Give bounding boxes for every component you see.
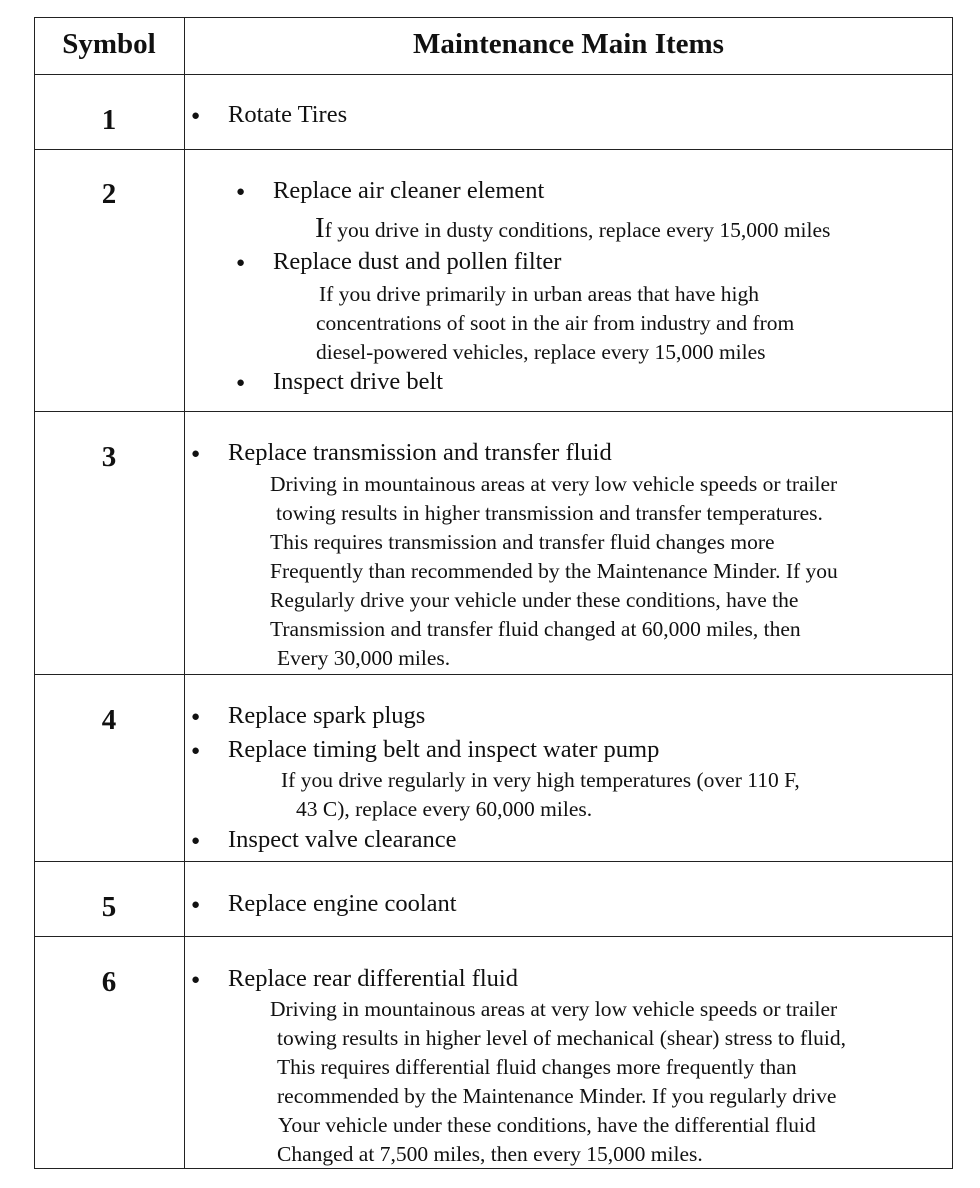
bullet-icon: ●	[236, 184, 246, 200]
bullet-icon: ●	[191, 897, 201, 913]
item-drive-belt: Inspect drive belt	[273, 368, 444, 395]
column-divider	[184, 18, 185, 1168]
header-maintenance-items: Maintenance Main Items	[413, 28, 724, 60]
note-differential-line: Your vehicle under these conditions, have the differential fluid	[278, 1113, 816, 1137]
row-divider	[35, 674, 952, 675]
note-timing-belt-line: 43 C), replace every 60,000 miles.	[296, 797, 593, 821]
note-transmission-line: This requires transmission and transfer fluid changes more	[270, 530, 775, 554]
note-transmission-line: Regularly drive your vehicle under these conditions, have the	[270, 588, 799, 612]
bullet-icon: ●	[236, 375, 246, 391]
item-engine-coolant: Replace engine coolant	[228, 890, 457, 917]
note-differential-line: Changed at 7,500 miles, then every 15,000 miles.	[277, 1142, 703, 1166]
symbol-3: 3	[101, 441, 117, 473]
note-pollen-line: concentrations of soot in the air from industry and from	[316, 311, 795, 335]
note-air-cleaner: If you drive in dusty conditions, replace every 15,000 miles	[315, 212, 831, 244]
maintenance-table	[34, 17, 953, 1169]
item-timing-belt: Replace timing belt and inspect water pump	[228, 736, 660, 763]
note-transmission-line: Frequently than recommended by the Maintenance Minder. If you	[270, 559, 838, 583]
symbol-5: 5	[101, 891, 117, 923]
note-pollen-line: diesel-powered vehicles, replace every 15,000 miles	[316, 340, 766, 364]
note-differential-line: Driving in mountainous areas at very low vehicle speeds or trailer	[270, 997, 838, 1021]
item-rotate-tires: Rotate Tires	[228, 101, 348, 128]
note-transmission-line: towing results in higher transmission and transfer temperatures.	[276, 501, 823, 525]
note-differential-line: towing results in higher level of mechanical (shear) stress to fluid,	[277, 1026, 846, 1050]
item-differential-fluid: Replace rear differential fluid	[228, 965, 518, 992]
note-differential-line: This requires differential fluid changes more frequently than	[277, 1055, 797, 1079]
symbol-1: 1	[101, 104, 117, 136]
bullet-icon: ●	[191, 108, 201, 124]
item-valve-clearance: Inspect valve clearance	[228, 826, 457, 853]
item-spark-plugs: Replace spark plugs	[228, 702, 426, 729]
note-transmission-line: Every 30,000 miles.	[277, 646, 451, 670]
bullet-icon: ●	[191, 709, 201, 725]
row-divider	[35, 149, 952, 150]
note-transmission-line: Transmission and transfer fluid changed at 60,000 miles, then	[270, 617, 801, 641]
bullet-icon: ●	[191, 833, 201, 849]
row-divider	[35, 861, 952, 862]
note-timing-belt-line: If you drive regularly in very high temperatures (over 110 F,	[281, 768, 800, 792]
bullet-icon: ●	[191, 743, 201, 759]
row-divider	[35, 411, 952, 412]
row-divider	[35, 74, 952, 75]
symbol-6: 6	[101, 966, 117, 998]
note-differential-line: recommended by the Maintenance Minder. If you regularly drive	[277, 1084, 837, 1108]
note-pollen-line: If you drive primarily in urban areas that have high	[319, 282, 760, 306]
note-transmission-line: Driving in mountainous areas at very low vehicle speeds or trailer	[270, 472, 838, 496]
bullet-icon: ●	[191, 446, 201, 462]
item-transmission-fluid: Replace transmission and transfer fluid	[228, 439, 612, 466]
header-symbol: Symbol	[62, 28, 156, 60]
row-divider	[35, 936, 952, 937]
bullet-icon: ●	[236, 255, 246, 271]
symbol-2: 2	[101, 178, 117, 210]
symbol-4: 4	[101, 704, 117, 736]
item-pollen-filter: Replace dust and pollen filter	[273, 248, 562, 275]
item-air-cleaner: Replace air cleaner element	[273, 177, 545, 204]
bullet-icon: ●	[191, 972, 201, 988]
